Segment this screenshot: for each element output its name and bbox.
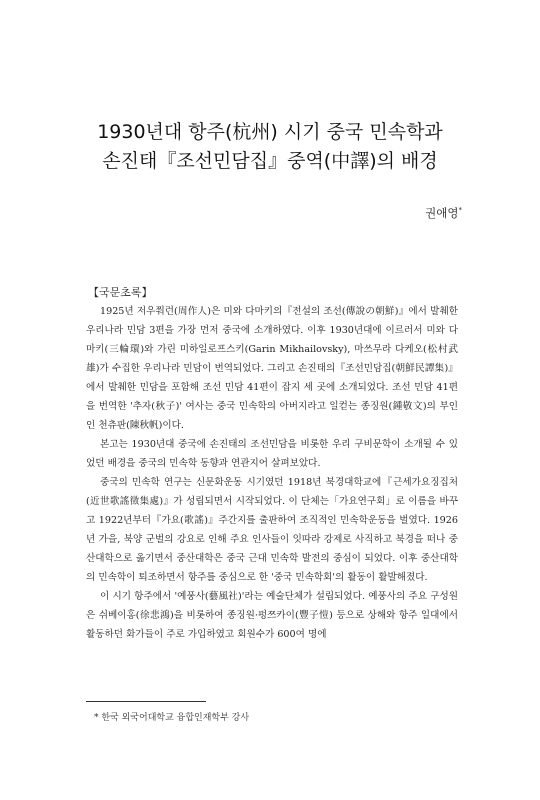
title-line-2: 손진태『조선민담집』중역(中譯)의 배경: [102, 150, 438, 172]
author-name: 권애영: [425, 206, 459, 220]
author-footnote-mark: *: [458, 206, 462, 215]
author-footnote: * 한국 외국어대학교 융합인재학부 강사: [94, 713, 250, 723]
paper-title: [40, 118, 500, 176]
author-byline: [425, 205, 462, 221]
abstract-paragraph: 이 시기 항주에서 '예풍사(藝風社)'라는 예술단체가 설립되었다. 예풍사의 주요 구성원은 쉬베이홍(徐悲鴻)을 비롯하여 종징원·펑쯔카이(豐子愷) 등으로 상해와 항주 일대에서 활동하던 화가들이 주로 가입하였고 회원수가 600여 명에: [86, 591, 458, 640]
footnote-divider: [86, 701, 206, 702]
abstract-paragraph: 본고는 1930년대 중국에 손진태의 조선민담을 비롯한 우리 구비문학이 소개될 수 있었던 배경을 중국의 민속학 동향과 연관지어 살펴보았다.: [86, 439, 458, 469]
abstract-heading: 【국문초록】: [88, 286, 153, 299]
title-line-1: 1930년대 항주(杭州) 시기 중국 민속학과: [97, 121, 443, 143]
abstract-paragraph: 1925년 저우쭤런(周作人)은 미와 다마키의『전설의 조선(傳說の朝鮮)』에서 발췌한 우리나라 민담 3편을 가장 먼저 중국에 소개하였다. 이후 1930년대에 이르러서 미와 다마키(三輪環)와 가린 미하일로프스키(Garin Mikhailovsky), 마쓰무라 다케오(松村武雄)가 수집한 우리나라 민담이 번역되었다. 그리고 손진태의『조선민담집(朝鮮民譚集)』에서 발췌한 민담을 포함해 조선 민담 41편이 잡지 세 곳에 소개되었다. 조선 민담 41편을 번역한 '추자(秋子)' 여사는 중국 민속학의 아버지라고 일컫는 종징원(鍾敬文)의 부인인 천츄판(陳秋帆)이다.: [86, 306, 458, 431]
abstract-body: [86, 302, 458, 644]
abstract-paragraph: 중국의 민속학 연구는 신문화운동 시기였던 1918년 북경대학교에『근세가요징집처(近世歌謠徵集處)』가 성립되면서 시작되었다. 이 단체는「가요연구회」로 이름을 바꾸고 1922년부터『가요(歌謠)』주간지를 출판하여 조직적인 민속학운동을 벌였다. 1926년 가을, 북양 군벌의 강요로 인해 주요 인사들이 잇따라 강제로 사직하고 북경을 떠나 중산대학으로 옮기면서 중산대학은 중국 근대 민속학 발전의 중심이 되었다. 이후 중산대학의 민속학이 퇴조하면서 항주를 중심으로 한 '중국 민속학회'의 활동이 활발해졌다.: [86, 477, 458, 583]
